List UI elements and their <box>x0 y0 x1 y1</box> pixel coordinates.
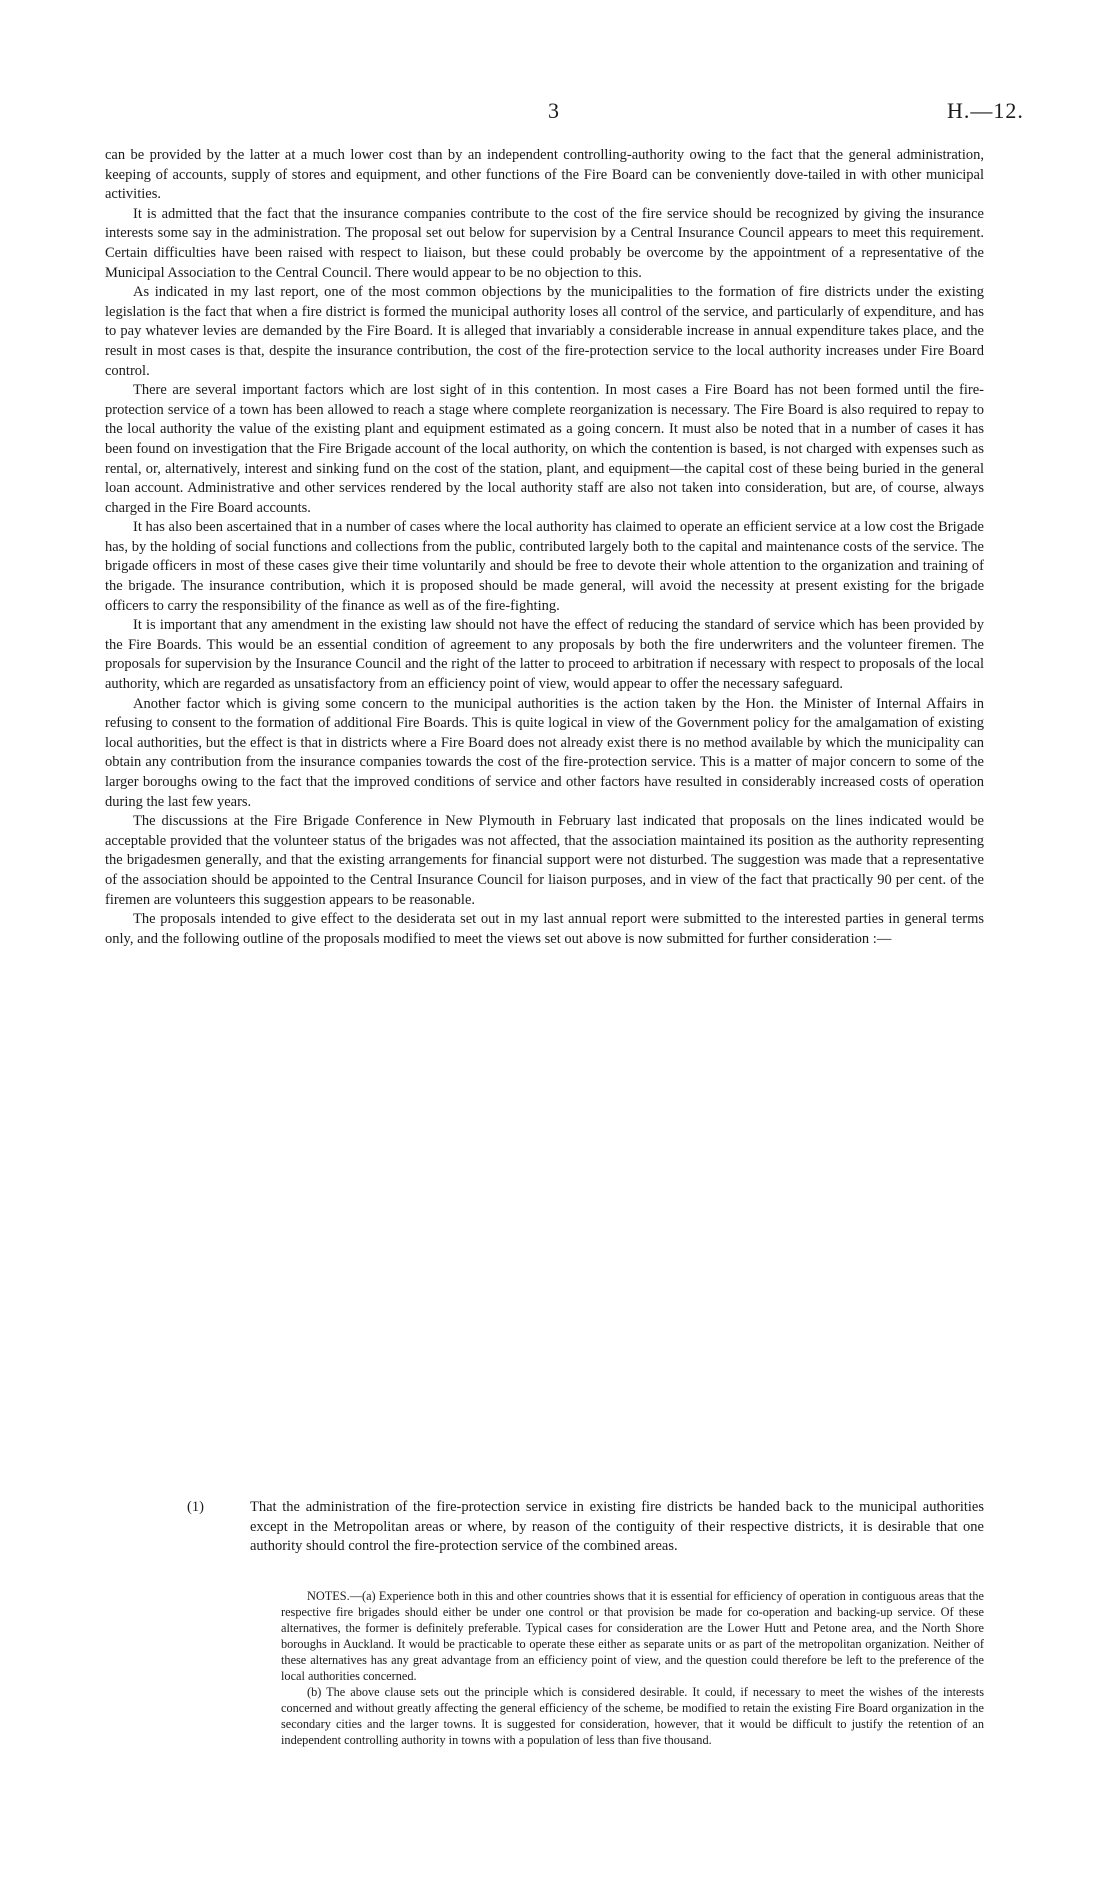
paragraph-important-factors: There are several important factors which are lost sight of in this contention. In most cases a Fire Board has not been formed until the fire-protection service of a town has been allowed to reach a stage where complete reorganization is necessary. The Fire Board is also required to repay to the local authority the value of the existing plant and equipment estimated as a going concern. It must also be noted that in a number of cases it has been found on investigation that the Fire Brigade account of the local authority, on which the contention is based, is not charged with expenses such as rental, or, alternatively, interest and sinking fund on the cost of the station, plant, and equipment—the capital cost of these being buried in the general loan account. Administrative and other services rendered by the local authority staff are also not taken into consideration, but are, of course, always charged in the Fire Board accounts. <box>105 382 984 516</box>
paragraph-standard-of-service: It is important that any amendment in the existing law should not have the effect of reducing the standard of service which has been provided by the Fire Boards. This would be an essential condition of agreement to any proposals by both the fire underwriters and the volunteer firemen. The proposals for supervision by the Insurance Council and the right of the latter to proceed to arbitration if necessary with respect to proposals of the local authority, which are regarded as unsatisfactory from an efficiency point of view, would appear to offer the necessary safeguard. <box>105 617 984 693</box>
paragraph-common-objections: As indicated in my last report, one of the most common objections by the municipalities to the formation of fire districts under the existing legislation is the fact that when a fire district is formed the municipal authority loses all control of the service, and particularly of expenditure, and has to pay whatever levies are demanded by the Fire Board. It is alleged that invariably a considerable increase in annual expenditure takes place, and the result in most cases is that, despite the insurance contribution, the cost of the fire-protection service to the local authority increases under Fire Board control. <box>105 284 984 379</box>
paragraph-continued: can be provided by the latter at a much lower cost than by an independent controlling-authority owing to the fact that the general administration, keeping of accounts, supply of stores and equipment, and other functions of the Fire Board can be conveniently dove-tailed in with other municipal activities. <box>105 147 984 203</box>
body-text <box>105 146 984 949</box>
document-reference: H.—12. <box>947 98 1024 123</box>
paragraph-brigade-costs: It has also been ascertained that in a number of cases where the local authority has claimed to operate an efficient service at a low cost the Brigade has, by the holding of social functions and collections from the public, contributed largely both to the capital and maintenance costs of the service. The brigade officers in most of these cases give their time voluntarily and should be free to devote their whole attention to the organization and training of the brigade. The insurance contribution, which it is proposed should be made general, will avoid the necessity at present existing for the brigade officers to carry the responsibility of the finance as well as of the fire-fighting. <box>105 519 984 614</box>
clause-text: That the administration of the fire-protection service in existing fire districts be handed back to the municipal authorities except in the Metropolitan areas or where, by reason of the contiguity of their respective districts, it is desirable that one authority should control the fire-protection service of the combined areas. <box>250 1499 984 1555</box>
paragraph-proposals-outline: The proposals intended to give effect to the desiderata set out in my last annual report were submitted to the interested parties in general terms only, and the following outline of the proposals modified to meet the views set out above is now submitted for further consideration :— <box>105 911 984 947</box>
note-a: NOTES.—(a) Experience both in this and other countries shows that it is essential for efficiency of operation in contiguous areas that the respective fire brigades should either be under one control or that provision be made for co-operation and backing-up service. Of these alternatives, the former is definitely preferable. Typical cases for consideration are the Lower Hutt and Petone area, and the North Shore boroughs in Auckland. It would be practicable to operate these either as separate units or as part of the metropolitan organization. Neither of these alternatives has any great advantage from an efficiency point of view, and the question could therefore be left to the preference of the local authorities concerned. <box>281 1589 984 1683</box>
note-b: (b) The above clause sets out the principle which is considered desirable. It could, if necessary to meet the wishes of the interests concerned and without greatly affecting the general efficiency of the scheme, be modified to retain the existing Fire Board organization in the secondary cities and the larger towns. It is suggested for consideration, however, that it would be difficult to justify the retention of an independent controlling authority in towns with a population of less than five thousand. <box>281 1685 984 1747</box>
paragraph-minister-action: Another factor which is giving some concern to the municipal authorities is the action taken by the Hon. the Minister of Internal Affairs in refusing to consent to the formation of additional Fire Boards. This is quite logical in view of the Government policy for the amalgamation of existing local authorities, but the effect is that in districts where a Fire Board does not already exist there is no method available by which the municipality can obtain any contribution from the insurance companies towards the cost of the fire-protection service. This is a matter of major concern to some of the larger boroughs owing to the fact that the improved conditions of service and other factors have resulted in considerably increased costs of operation during the last few years. <box>105 695 984 810</box>
proposal-clause-1 <box>105 1498 984 1557</box>
clause-number: (1) <box>187 1499 204 1515</box>
clause-notes <box>281 1588 984 1748</box>
page-number: 3 <box>548 98 559 123</box>
paragraph-conference-discussions: The discussions at the Fire Brigade Conference in New Plymouth in February last indicated that proposals on the lines indicated would be acceptable provided that the volunteer status of the brigades was not affected, that the association maintained its position as the authority representing the brigadesmen generally, and that the existing arrangements for financial support were not disturbed. The suggestion was made that a representative of the association should be appointed to the Central Insurance Council for liaison purposes, and in view of the fact that practically 90 per cent. of the firemen are volunteers this suggestion appears to be reasonable. <box>105 813 984 908</box>
paragraph-insurance-interests: It is admitted that the fact that the insurance companies contribute to the cost of the fire service should be recognized by giving the insurance interests some say in the administration. The proposal set out below for supervision by a Central Insurance Council appears to meet this requirement. Certain difficulties have been raised with respect to liaison, but these could probably be overcome by the appointment of a representative of the Municipal Association to the Central Council. There would appear to be no objection to this. <box>105 205 984 281</box>
